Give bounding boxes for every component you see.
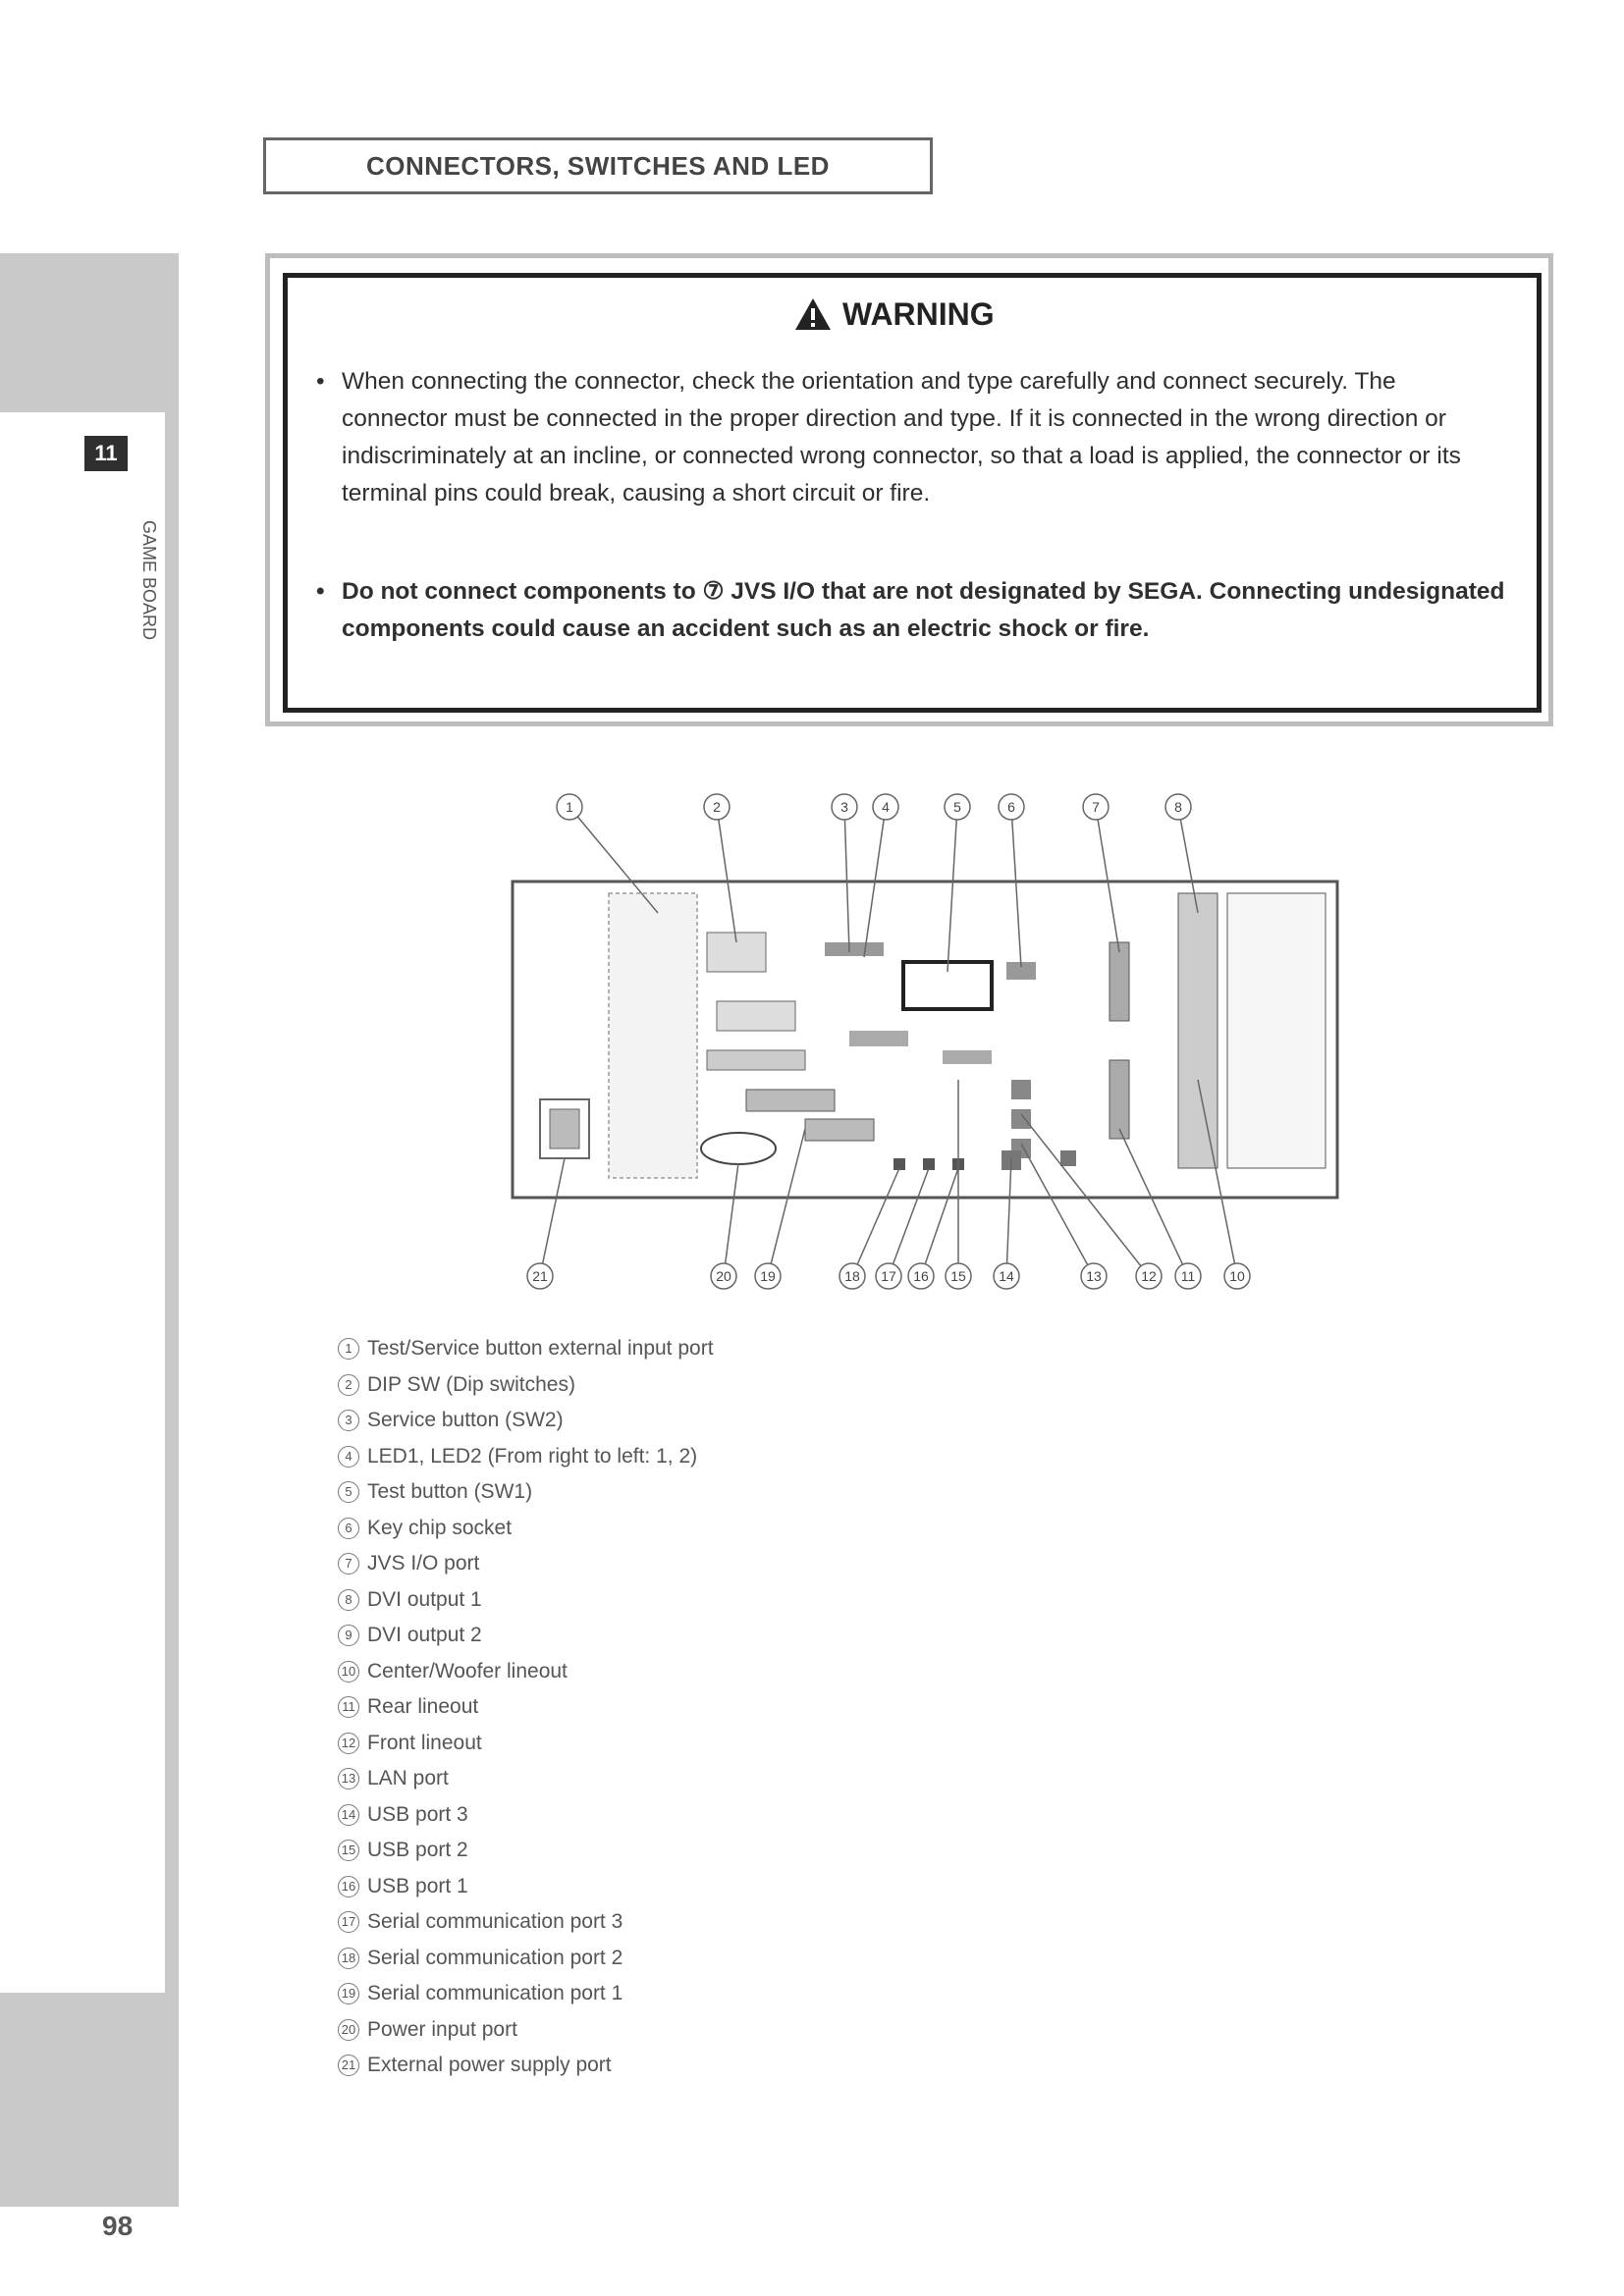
callout-label: 8 xyxy=(1174,799,1182,815)
legend-item xyxy=(338,1582,714,1619)
legend-number: 5 xyxy=(338,1481,359,1503)
callout-label: 2 xyxy=(713,799,721,815)
legend-item xyxy=(338,1331,714,1367)
legend-text: JVS I/O port xyxy=(367,1552,480,1575)
legend-text: Service button (SW2) xyxy=(367,1409,564,1431)
callout-label: 20 xyxy=(716,1268,731,1284)
legend-number: 4 xyxy=(338,1446,359,1468)
legend-text: DVI output 2 xyxy=(367,1624,482,1646)
legend-text: DVI output 1 xyxy=(367,1587,482,1611)
legend-item xyxy=(338,1941,714,1977)
legend-item xyxy=(338,2012,714,2049)
callout-label: 7 xyxy=(1092,799,1100,815)
legend-number: 2 xyxy=(338,1374,359,1396)
legend-text: Power input port xyxy=(367,2017,517,2041)
legend-number: 15 xyxy=(338,1840,359,1861)
legend-item xyxy=(338,2048,714,2084)
sidebar-strip xyxy=(165,253,179,2207)
legend-item xyxy=(338,1618,714,1654)
legend-text: Serial communication port 1 xyxy=(367,1982,623,2004)
legend-number: 18 xyxy=(338,1948,359,1969)
legend-item xyxy=(338,1869,714,1905)
board-svg xyxy=(511,785,1355,1296)
legend-text: Front lineout xyxy=(367,1731,482,1754)
legend-text: Key chip socket xyxy=(367,1516,513,1539)
legend-item xyxy=(338,1474,714,1511)
chapter-title: GAME BOARD xyxy=(139,519,159,641)
legend-number: 9 xyxy=(338,1625,359,1646)
chapter-number: 11 xyxy=(84,436,128,471)
callout-label: 17 xyxy=(881,1268,896,1284)
legend-text: Rear lineout xyxy=(367,1695,479,1718)
legend-text: USB port 1 xyxy=(367,1874,468,1897)
legend-text: Serial communication port 2 xyxy=(367,1946,623,1969)
legend-number: 14 xyxy=(338,1804,359,1826)
legend-item xyxy=(338,1726,714,1762)
legend-number: 16 xyxy=(338,1876,359,1897)
legend-item xyxy=(338,1904,714,1941)
callout-label: 18 xyxy=(844,1268,860,1284)
legend-number: 1 xyxy=(338,1338,359,1360)
legend-number: 6 xyxy=(338,1518,359,1539)
legend-text: USB port 2 xyxy=(367,1839,468,1861)
sidebar-top-band xyxy=(0,253,179,412)
legend-text: Center/Woofer lineout xyxy=(367,1659,568,1682)
sidebar-bottom-band xyxy=(0,1993,179,2207)
legend-item xyxy=(338,1833,714,1869)
legend-item xyxy=(338,1511,714,1547)
legend-item xyxy=(338,1689,714,1726)
legend-text: LAN port xyxy=(367,1767,449,1789)
callout-label: 5 xyxy=(953,799,961,815)
callout-label: 14 xyxy=(999,1268,1014,1284)
callout-label: 21 xyxy=(532,1268,548,1284)
page-number: 98 xyxy=(102,2211,134,2241)
callout-label: 6 xyxy=(1007,799,1015,815)
legend-number: 17 xyxy=(338,1911,359,1933)
callout-label: 15 xyxy=(950,1268,966,1284)
legend-number: 11 xyxy=(338,1696,359,1718)
warning-item-text: Do not connect components to ⑦ JVS I/O that are not designated by SEGA. Connecting undesignated components could cause an accident such as an electric shock or fire. xyxy=(342,578,1505,642)
bullet-icon: • xyxy=(316,578,325,605)
legend-number: 3 xyxy=(338,1410,359,1431)
legend-text: Test/Service button external input port xyxy=(367,1337,714,1360)
warning-item-text: When connecting the connector, check the orientation and type carefully and connect securely. The connector must be connected in the proper direction and type. If it is connected in the wrong direction or indiscriminately at an incline, or connected wrong connector, so that a load is applied, the connector or its terminal pins could break, causing a short circuit or fire. xyxy=(342,368,1461,507)
legend-number: 10 xyxy=(338,1661,359,1682)
legend-number: 12 xyxy=(338,1733,359,1754)
callout-label: 4 xyxy=(882,799,890,815)
legend-number: 13 xyxy=(338,1768,359,1789)
warning-title-text: WARNING xyxy=(842,295,995,332)
legend-item xyxy=(338,1654,714,1690)
legend-text: DIP SW (Dip switches) xyxy=(367,1372,575,1396)
legend-text: Test button (SW1) xyxy=(367,1480,533,1503)
callout-label: 1 xyxy=(566,799,573,815)
legend-text: LED1, LED2 (From right to left: 1, 2) xyxy=(367,1444,698,1468)
game-board-diagram xyxy=(511,785,1355,1296)
legend-text: USB port 3 xyxy=(367,1802,468,1826)
legend-number: 19 xyxy=(338,1983,359,2004)
section-header: CONNECTORS, SWITCHES AND LED xyxy=(263,137,933,194)
legend-item xyxy=(338,1367,714,1404)
legend-item xyxy=(338,1403,714,1439)
legend-item xyxy=(338,1761,714,1797)
callout-label: 10 xyxy=(1229,1268,1245,1284)
callout-label: 16 xyxy=(913,1268,929,1284)
legend-number: 8 xyxy=(338,1589,359,1611)
callout-label: 11 xyxy=(1180,1268,1196,1284)
warning-triangle-icon xyxy=(793,296,833,332)
legend-text: Serial communication port 3 xyxy=(367,1910,623,1933)
legend-text: External power supply port xyxy=(367,2054,612,2076)
legend-number: 20 xyxy=(338,2019,359,2041)
legend-item xyxy=(338,1976,714,2012)
callout-label: 19 xyxy=(760,1268,776,1284)
bullet-icon: • xyxy=(316,368,325,395)
warning-title xyxy=(793,293,995,336)
legend-item xyxy=(338,1439,714,1475)
legend-item xyxy=(338,1797,714,1834)
callout-label: 13 xyxy=(1086,1268,1102,1284)
callout-label: 12 xyxy=(1141,1268,1157,1284)
legend-number: 7 xyxy=(338,1553,359,1575)
legend-number: 21 xyxy=(338,2055,359,2076)
legend-item xyxy=(338,1546,714,1582)
connector-legend xyxy=(338,1331,714,2084)
callout-label: 3 xyxy=(840,799,848,815)
